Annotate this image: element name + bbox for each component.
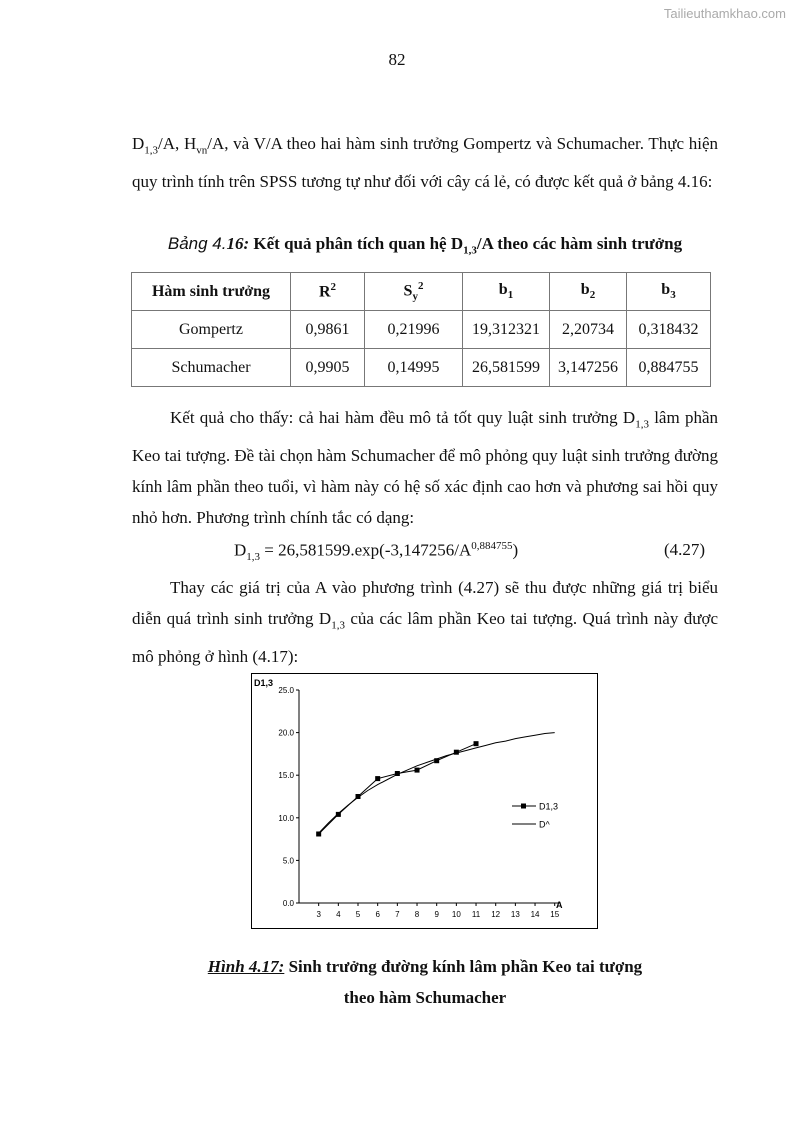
table-header-row — [132, 273, 711, 311]
header-function: Hàm sinh trưởng — [132, 273, 291, 311]
x-tick-label: 11 — [471, 910, 481, 919]
x-tick-label: 9 — [434, 910, 439, 919]
y-tick-label: 5.0 — [282, 856, 294, 866]
table-cell: 0,21996 — [365, 311, 463, 349]
x-tick-label: 13 — [510, 910, 520, 919]
header-r2: $R^2$ — [291, 273, 365, 311]
table-cell: Gompertz — [132, 311, 291, 349]
series-line-d-hat — [319, 733, 555, 834]
chart-svg — [252, 674, 597, 928]
data-point-d13 — [356, 794, 361, 799]
x-tick-label: 4 — [336, 910, 341, 919]
data-point-d13 — [316, 831, 321, 836]
x-tick-label: 12 — [491, 910, 501, 919]
watermark: Tailieuthamkhao.com — [663, 6, 786, 21]
legend — [512, 802, 558, 830]
x-axis-label: A — [556, 900, 563, 910]
x-tick-label: 3 — [316, 910, 321, 919]
result-paragraph: Kết quả cho thấy: cả hai hàm đều mô tả tốt quy luật sinh trưởng $D_{1,3}$ lâm phần Keo tai tượng. Đề tài chọn hàm Schumacher để mô phỏng quy luật sinh trưởng đường kính lâm phần theo tuổi, vì hàm này có hệ số xác định cao hơn và phương sai hồi quy nhỏ hơn. Phương trình chính tắc có dạng: — [132, 408, 718, 528]
legend-marker-d13 — [521, 804, 526, 809]
paragraph-3: Thay các giá trị của A vào phương trình (4.27) sẽ thu được những giá trị biểu diễn quá trình sinh trưởng $D_{1,3}$ của các lâm phần Keo tai tượng. Quá trình này được mô phỏng ở hình (4.17): — [132, 578, 718, 667]
y-tick-label: 15.0 — [278, 771, 294, 781]
table-cell: Schumacher — [132, 349, 291, 387]
data-point-d13 — [434, 758, 439, 763]
x-tick-label: 14 — [530, 910, 540, 919]
figure-caption-line2: theo hàm Schumacher — [343, 988, 507, 1007]
x-tick-label: 5 — [355, 910, 361, 919]
intro-paragraph: $D_{1,3}/A$, $H_{vn}/A$, và V/A theo hai hàm sinh trưởng Gompertz và Schumacher. Thực hiện quy trình tính trên SPSS tương tự như đối với cây cá lẻ, có được kết quả ở bảng 4.16: — [132, 134, 718, 192]
header-sy2: $S_y^2$ — [365, 273, 463, 311]
data-point-d13 — [336, 812, 341, 817]
x-tick-label: 8 — [414, 910, 420, 919]
header-b2: $b_2$ — [550, 273, 627, 311]
results-table — [131, 272, 711, 387]
table-cell: 19,312321 — [463, 311, 550, 349]
y-tick-label: 20.0 — [278, 728, 294, 738]
table-cell: 26,581599 — [463, 349, 550, 387]
page-number: 82 — [388, 50, 406, 69]
header-b3: $b_3$ — [627, 273, 711, 311]
figure-chart — [251, 673, 598, 929]
data-point-d13 — [415, 768, 420, 773]
legend-label-d13: D1,3 — [539, 801, 559, 812]
legend-label-d-hat: D^ — [539, 819, 550, 830]
data-point-d13 — [375, 776, 380, 781]
table-cell: 0,318432 — [627, 311, 711, 349]
table-cell: 0,9905 — [291, 349, 365, 387]
table-cell: 3,147256 — [550, 349, 627, 387]
x-tick-label: 15 — [550, 910, 560, 919]
equation: $D_{1,3} = 26,581599.\exp(-3,147256/A^{0,884755})$ — [234, 540, 519, 564]
table-row — [132, 349, 711, 387]
x-tick-label: 10 — [451, 910, 461, 919]
data-point-d13 — [474, 741, 479, 746]
table-caption: Bảng 4.16: Kết quả phân tích quan hệ $D_{1,3}/A$ theo các hàm sinh trưởng — [167, 234, 683, 257]
y-tick-label: 25.0 — [278, 686, 294, 695]
table-cell: 0,14995 — [365, 349, 463, 387]
y-tick-label: 0.0 — [282, 899, 294, 908]
header-b1: $b_1$ — [463, 273, 550, 311]
series-line-d13 — [319, 744, 476, 834]
table-cell: 0,884755 — [627, 349, 711, 387]
y-tick-label: 10.0 — [278, 813, 294, 823]
data-point-d13 — [395, 771, 400, 776]
table-cell: 2,20734 — [550, 311, 627, 349]
x-tick-label: 7 — [395, 910, 400, 919]
x-tick-label: 6 — [375, 910, 380, 919]
table-cell: 0,9861 — [291, 311, 365, 349]
table-row — [132, 311, 711, 349]
equation-number: (4.27) — [664, 540, 706, 559]
data-point-d13 — [454, 750, 459, 755]
y-axis-label: D1,3 — [254, 678, 274, 688]
figure-caption: Hình 4.17: Sinh trưởng đường kính lâm phần Keo tai tượng — [207, 957, 643, 976]
